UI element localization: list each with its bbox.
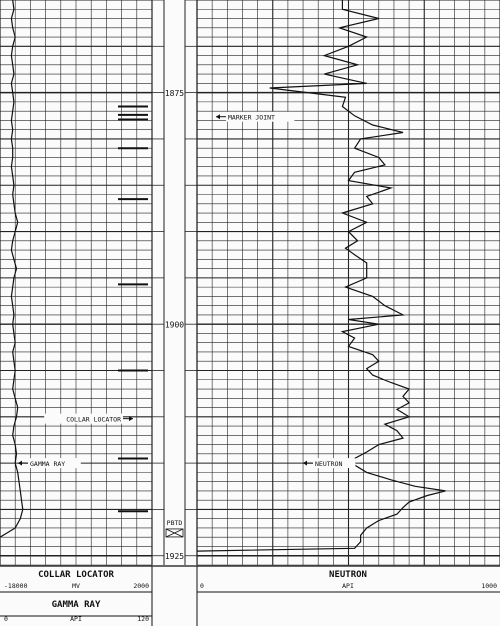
collar-locator-annotation: [44, 414, 133, 424]
marker-joint-annotation-text: MARKER JOINT: [228, 113, 275, 122]
collar-locator-unit: MV: [72, 582, 80, 590]
arrow-head: [216, 114, 220, 119]
gamma-ray-unit: API: [70, 615, 82, 623]
pbtd-label: PBTD: [166, 518, 183, 527]
gamma-ray-scale-right: 120: [137, 615, 149, 623]
header-layer: [0, 566, 500, 626]
marker-joint-annotation: [216, 112, 294, 122]
gamma-ray-header-title: GAMMA RAY: [51, 600, 101, 610]
neutron-annotation-text: NEUTRON: [315, 460, 343, 469]
depth-label: 1925: [164, 552, 185, 562]
collar-locator-scale-right: 2000: [133, 582, 149, 590]
arrow-head: [303, 461, 307, 466]
collar-locator-scale-left: -18000: [4, 582, 28, 590]
neutron-scale-right: 1000: [481, 582, 497, 590]
depth-label: 1900: [164, 320, 185, 330]
neutron-header-title: NEUTRON: [329, 570, 367, 580]
gamma-ray-annotation: [18, 458, 81, 468]
collar-locator-annotation-text: COLLAR LOCATOR: [66, 415, 121, 424]
neutron-annotation: [303, 458, 355, 468]
collar-locator-header-title: COLLAR LOCATOR: [38, 570, 114, 580]
gamma-ray-scale-left: 0: [4, 615, 8, 623]
neutron-scale-left: 0: [200, 582, 204, 590]
gamma-ray-annotation-text: GAMMA RAY: [30, 460, 66, 469]
arrow-head: [18, 461, 22, 466]
neutron-unit: API: [342, 582, 354, 590]
depth-label: 1875: [164, 89, 185, 99]
neutron-curve: [197, 0, 446, 551]
